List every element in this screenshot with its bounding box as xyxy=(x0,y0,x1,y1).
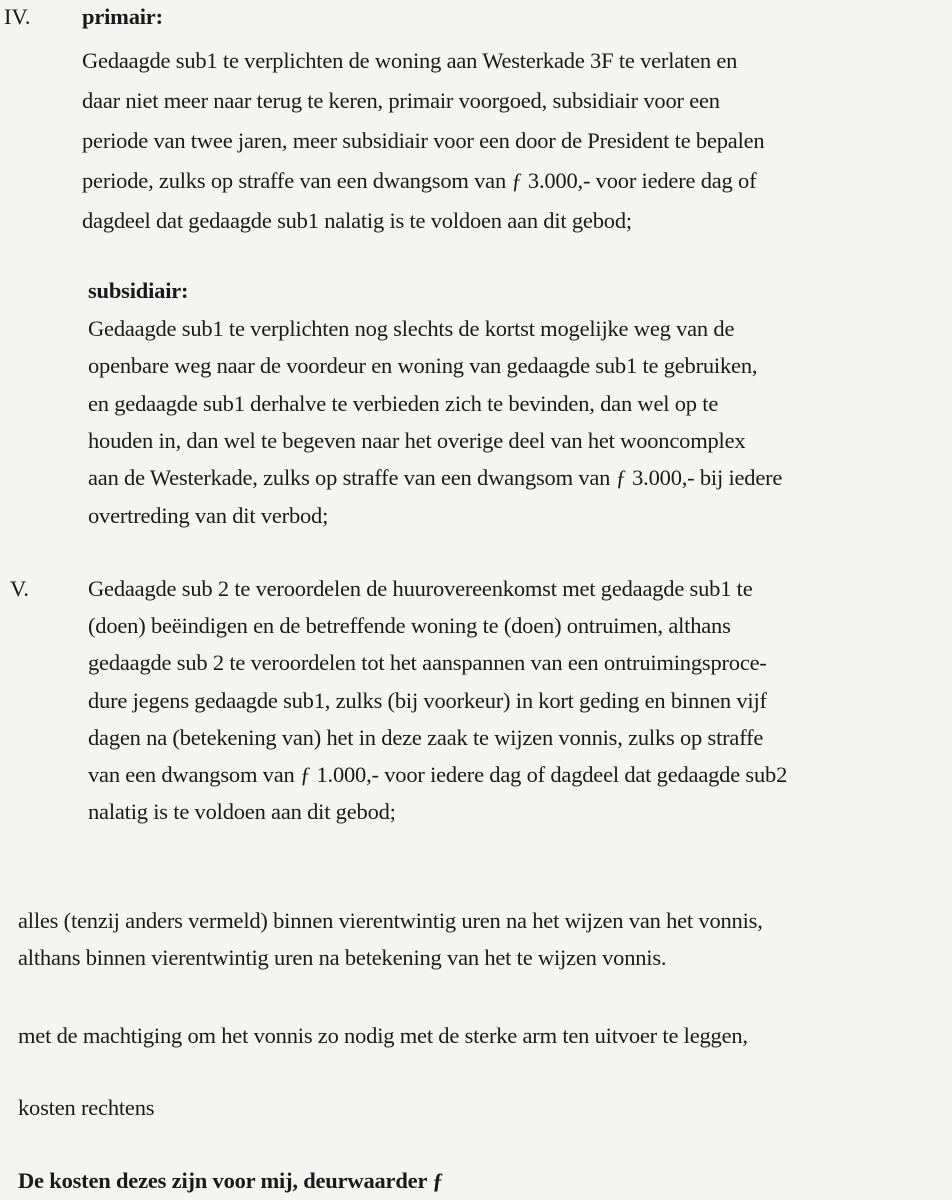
primair-line-3: periode van twee jaren, meer subsidiair voor een door de President te bepalen xyxy=(82,128,765,153)
subsidiair-line-4: houden in, dan wel te begeven naar het overige deel van het wooncomplex xyxy=(88,428,746,453)
alles-line-1: alles (tenzij anders vermeld) binnen vierentwintig uren na het wijzen van het vonnis, xyxy=(18,908,763,933)
primair-line-2: daar niet meer naar terug te keren, primair voorgoed, subsidiair voor een xyxy=(82,88,720,113)
kosten-line: kosten rechtens xyxy=(18,1095,155,1120)
primair-heading: primair: xyxy=(82,4,163,29)
v-line-1: Gedaagde sub 2 te veroordelen de huurovereenkomst met gedaagde sub1 te xyxy=(88,576,753,601)
v-line-2: (doen) beëindigen en de betreffende woning te (doen) ontruimen, althans xyxy=(88,613,731,638)
v-line-4: dure jegens gedaagde sub1, zulks (bij voorkeur) in kort geding en binnen vijf xyxy=(88,688,767,713)
v-line-5: dagen na (betekening van) het in deze zaak te wijzen vonnis, zulks op straffe xyxy=(88,725,764,750)
subsidiair-line-2: openbare weg naar de voordeur en woning van gedaagde sub1 te gebruiken, xyxy=(88,353,758,378)
subsidiair-line-5: aan de Westerkade, zulks op straffe van een dwangsom van ƒ 3.000,- bij iedere xyxy=(88,465,783,490)
v-line-3: gedaagde sub 2 te veroordelen tot het aanspannen van een ontruimingsproce- xyxy=(88,650,767,675)
primair-line-5: dagdeel dat gedaagde sub1 nalatig is te voldoen aan dit gebod; xyxy=(82,208,632,233)
subsidiair-line-6: overtreding van dit verbod; xyxy=(88,503,329,528)
primair-line-1: Gedaagde sub1 te verplichten de woning aan Westerkade 3F te verlaten en xyxy=(82,48,738,73)
deurwaarder-line: De kosten dezes zijn voor mij, deurwaarder ƒ xyxy=(18,1168,444,1193)
section-number-v: V. xyxy=(10,576,29,601)
machtiging-line: met de machtiging om het vonnis zo nodig met de sterke arm ten uitvoer te leggen, xyxy=(18,1023,748,1048)
primair-line-4: periode, zulks op straffe van een dwangsom van ƒ 3.000,- voor iedere dag of xyxy=(82,168,757,193)
section-number-iv: IV. xyxy=(4,4,31,29)
alles-line-2: althans binnen vierentwintig uren na betekening van het te wijzen vonnis. xyxy=(18,945,667,970)
v-line-7: nalatig is te voldoen aan dit gebod; xyxy=(88,799,396,824)
subsidiair-heading: subsidiair: xyxy=(88,278,189,303)
subsidiair-line-3: en gedaagde sub1 derhalve te verbieden zich te bevinden, dan wel op te xyxy=(88,391,719,416)
v-line-6: van een dwangsom van ƒ 1.000,- voor iedere dag of dagdeel dat gedaagde sub2 xyxy=(88,762,788,787)
subsidiair-line-1: Gedaagde sub1 te verplichten nog slechts de kortst mogelijke weg van de xyxy=(88,316,735,341)
